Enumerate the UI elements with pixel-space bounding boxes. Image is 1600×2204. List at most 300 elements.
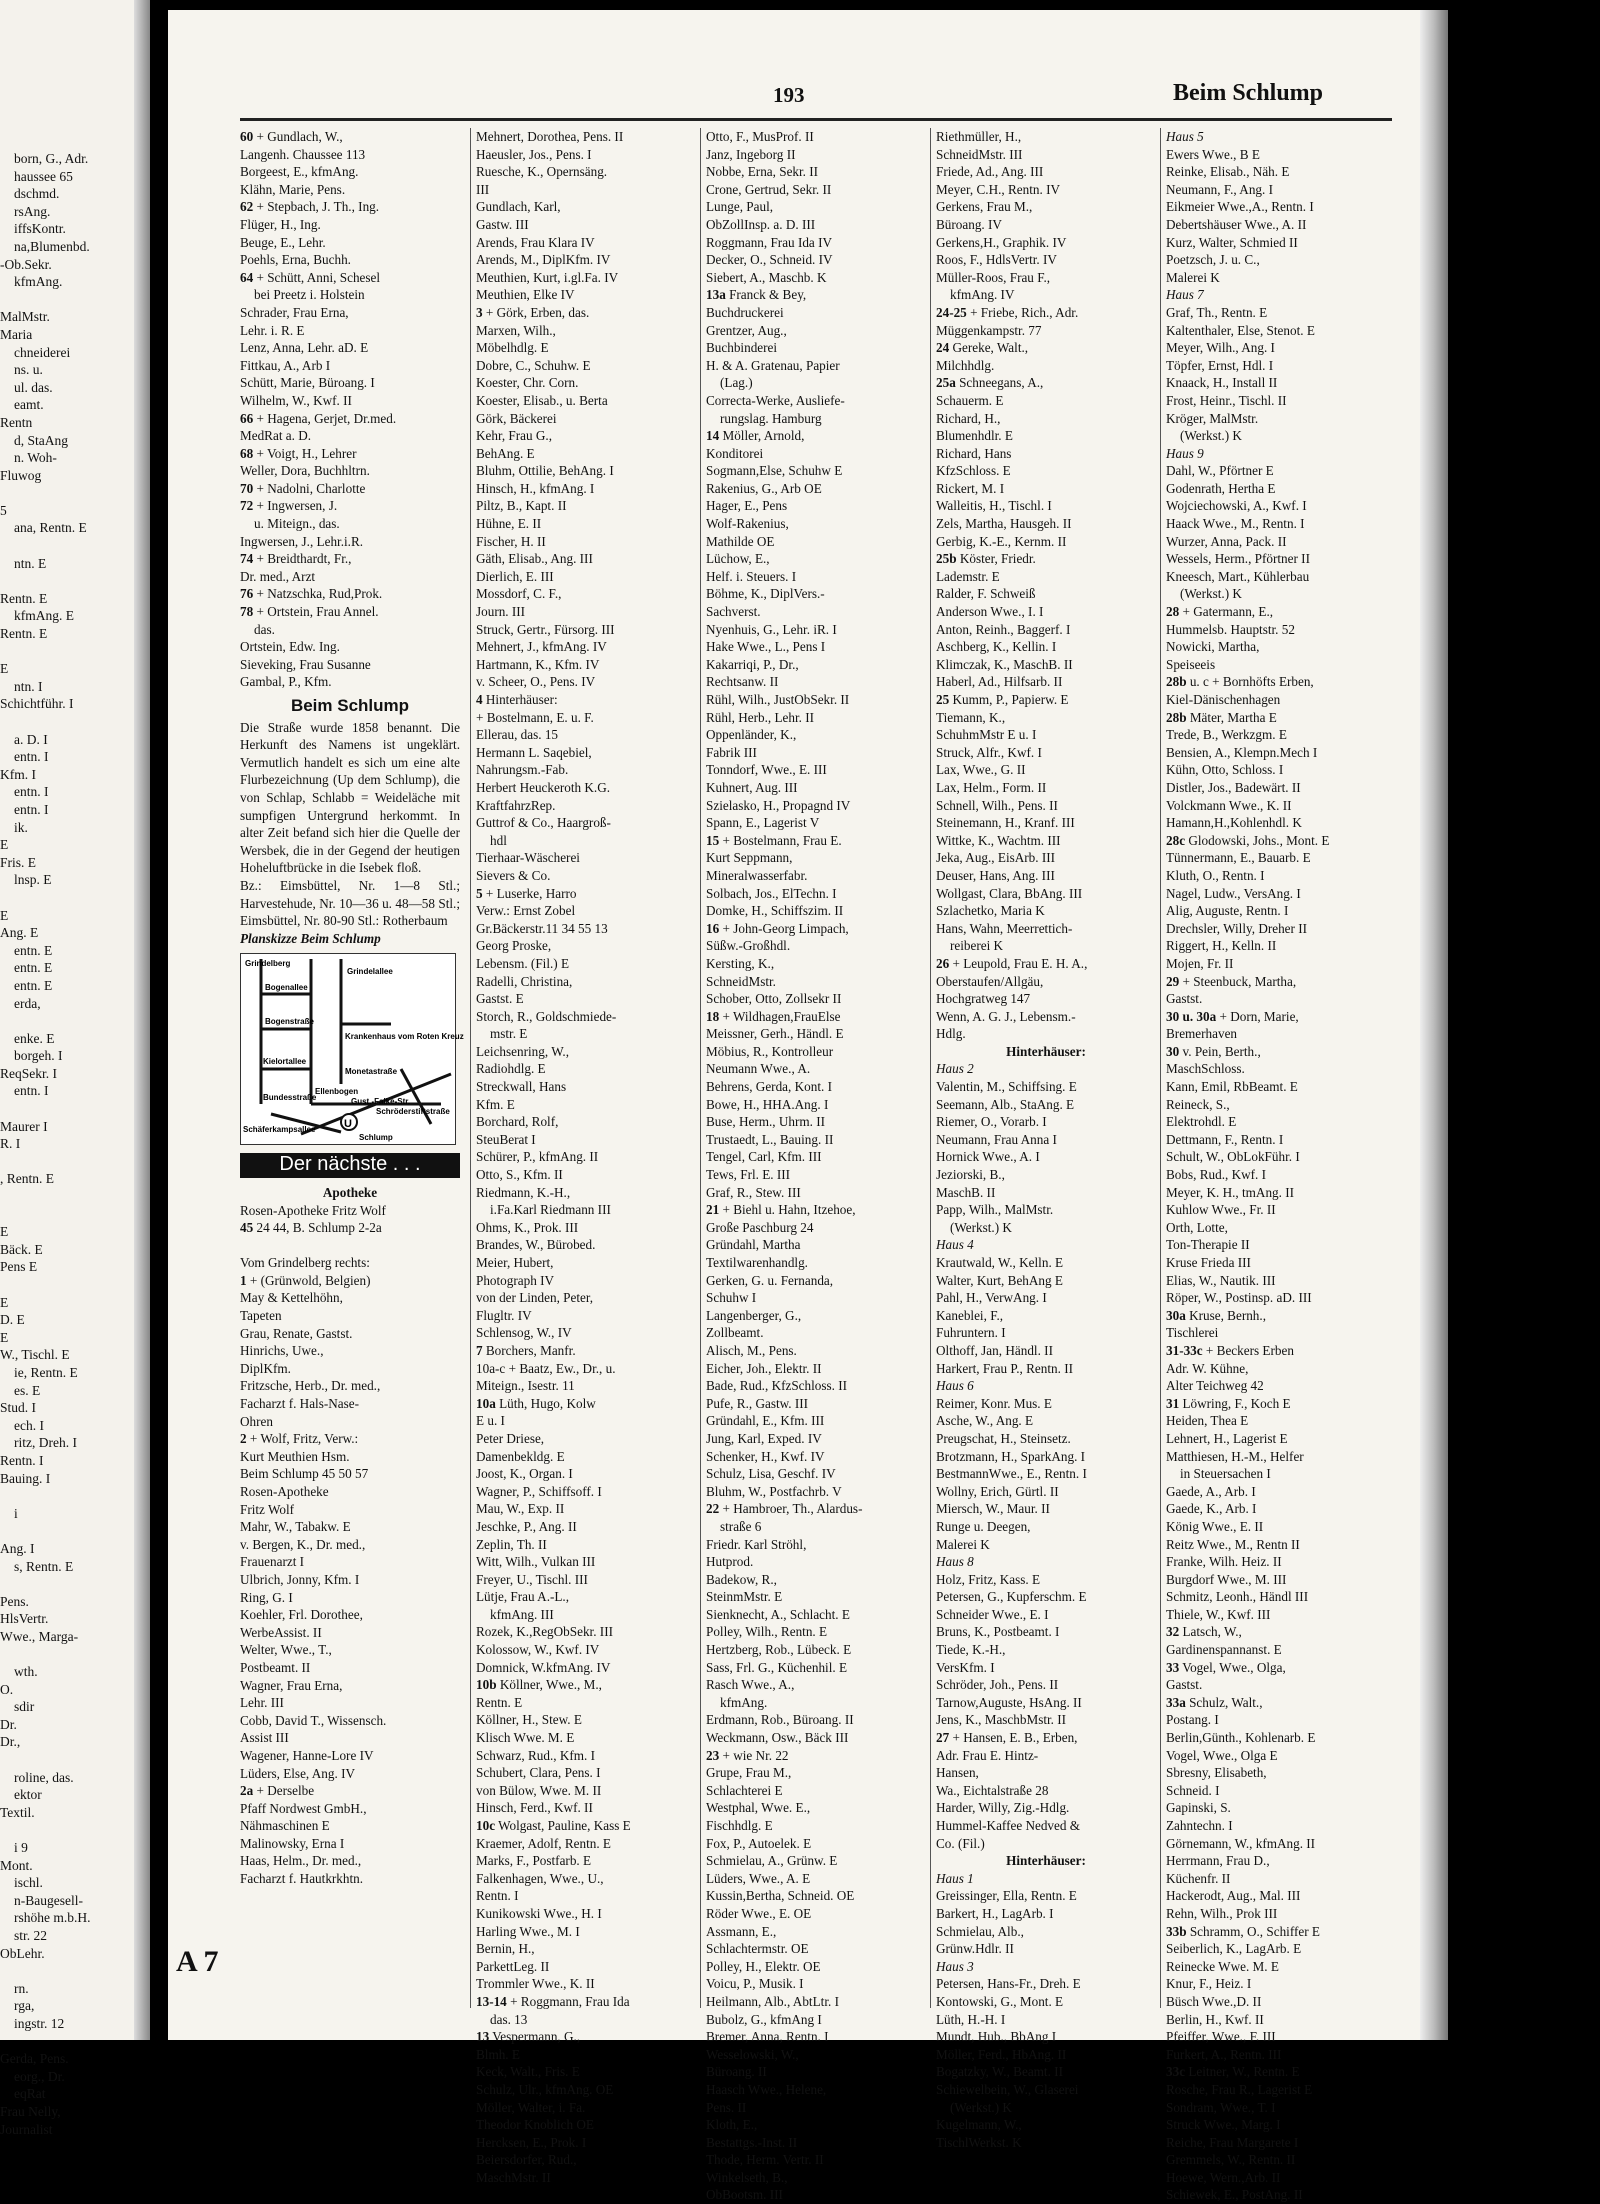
prev-page-line <box>0 1487 150 1505</box>
directory-entry: Verw.: Ernst Zobel <box>476 903 576 919</box>
directory-entry: E u. I <box>476 1413 505 1429</box>
directory-entry: Winkelseth, B., <box>706 2169 788 2185</box>
prev-page-line: entn. E <box>14 942 53 958</box>
directory-entry: 29 + Steenbuck, Martha, <box>1166 973 1297 989</box>
prev-page-line: entn. I <box>14 749 49 765</box>
directory-entry: Klisch Wwe. M. E <box>476 1730 575 1746</box>
directory-entry: Möbelhdlg. E <box>476 340 549 356</box>
directory-entry: Ellerau, das. 15 <box>476 727 559 743</box>
directory-entry: Kloth, E., <box>706 2117 758 2133</box>
directory-entry: Möbius, R., Kontrolleur <box>706 1043 834 1059</box>
directory-entry: Hinterhäuser: <box>1006 1853 1086 1869</box>
prev-page-line: Dr., <box>0 1734 21 1750</box>
directory-entry: Rechtsanw. II <box>706 674 779 690</box>
directory-entry: III <box>476 181 490 197</box>
directory-entry: Petersen, Hans-Fr., Dreh. E <box>936 1976 1081 1992</box>
directory-entry: (Werkst.) K <box>950 1219 1012 1235</box>
prev-page-line: eamt. <box>14 397 44 413</box>
directory-entry: Ohren <box>240 1413 273 1429</box>
directory-entry: Grau, Renate, Gastst. <box>240 1325 353 1341</box>
directory-entry: Erdmann, Rob., Büroang. II <box>706 1712 854 1728</box>
directory-entry: Haus 5 <box>1166 129 1204 144</box>
directory-entry: Wa., Eichtalstraße 28 <box>936 1782 1049 1798</box>
street-title: Beim Schlump <box>1173 80 1324 106</box>
directory-entry: Hake Wwe., L., Pens I <box>706 639 826 655</box>
directory-entry: Hansen, <box>936 1765 979 1781</box>
directory-entry: Helf. i. Steuers. I <box>706 568 797 584</box>
directory-entry: 66 + Hagena, Gerjet, Dr.med. <box>240 410 397 426</box>
directory-entry: Haack Wwe., M., Rentn. I <box>1166 516 1305 532</box>
column-3-entries <box>706 128 926 2204</box>
directory-entry: Pfeiffer, Wwe., F. III <box>1166 2029 1276 2045</box>
directory-entry: Lunge, Paul, <box>706 199 774 215</box>
directory-entry: Malerei K <box>1166 269 1220 285</box>
directory-entry: Polley, Wilh., Rentn. E <box>706 1624 828 1640</box>
directory-entry: Falkenhagen, Wwe., U., <box>476 1870 604 1886</box>
directory-entry: Alisch, M., Pens. <box>706 1342 797 1358</box>
directory-entry: Hager, E., Pens <box>706 498 788 514</box>
directory-entry: Runge u. Deegen, <box>936 1518 1031 1534</box>
directory-entry: Meissner, Gerh., Händl. E <box>706 1026 844 1042</box>
column-3 <box>706 128 926 2203</box>
directory-entry: 13a Franck & Bey, <box>706 287 807 303</box>
directory-entry: Guttrof & Co., Haargroß- <box>476 815 611 831</box>
directory-entry: 16 + John-Georg Limpach, <box>706 920 849 936</box>
prev-page-line: Fris. E <box>0 854 37 870</box>
directory-entry: in Steuersachen I <box>1180 1466 1271 1482</box>
directory-entry: Kluth, O., Rentn. I <box>1166 867 1265 883</box>
directory-entry: Schröder, Joh., Pens. II <box>936 1677 1059 1693</box>
directory-entry: Ring, G. I <box>240 1589 293 1605</box>
directory-entry: Haus 1 <box>936 1870 974 1886</box>
prev-page-line: entn. E <box>14 960 53 976</box>
directory-entry: Riggert, H., Kelln. II <box>1166 938 1277 954</box>
directory-entry: Domke, H., Schiffszim. II <box>706 903 844 919</box>
directory-entry: Gäth, Elisab., Ang. III <box>476 551 593 567</box>
directory-entry: Walleitis, H., Tischl. I <box>936 498 1052 514</box>
directory-entry: Tengel, Carl, Kfm. III <box>706 1149 822 1165</box>
prev-page-line: kfmAng. <box>14 274 63 290</box>
directory-entry: MaschB. II <box>936 1184 996 1200</box>
directory-entry: Schenker, H., Kwf. IV <box>706 1448 825 1464</box>
prev-page-line: Journalist <box>0 2121 53 2137</box>
directory-entry: Nyenhuis, G., Lehr. iR. I <box>706 621 837 637</box>
directory-entry: Assmann, E., <box>706 1923 777 1939</box>
directory-entry: Lüchow, E., <box>706 551 770 567</box>
directory-entry: BestmannWwe., E., Rentn. I <box>936 1466 1087 1482</box>
directory-entry: 28b u. c + Bornhöfts Erben, <box>1166 674 1314 690</box>
prev-page-line: MalMstr. <box>0 309 50 325</box>
directory-entry: 7 Borchers, Manfr. <box>476 1342 576 1358</box>
directory-entry: 78 + Ortstein, Frau Annel. <box>240 604 379 620</box>
directory-entry: Siebert, A., Maschb. K <box>706 269 827 285</box>
map-label-10: Schröderstiftstraße <box>376 1107 450 1117</box>
directory-entry: Haus 3 <box>936 1958 974 1974</box>
directory-entry: Reinke, Elisab., Näh. E <box>1166 164 1290 180</box>
directory-entry: Thiele, W., Kwf. III <box>1166 1606 1271 1622</box>
directory-entry: Wesselowski, W., <box>706 2046 799 2062</box>
directory-entry: 72 + Ingwersen, J. <box>240 498 338 514</box>
directory-entry: 70 + Nadolni, Charlotte <box>240 480 366 496</box>
directory-entry: Deuser, Hans, Ang. III <box>936 867 1055 883</box>
prev-page-line: Maurer I <box>0 1118 48 1134</box>
directory-entry: Badekow, R., <box>706 1571 777 1587</box>
prev-page-line: rga, <box>14 1998 35 2014</box>
directory-entry: Kneesch, Mart., Kühlerbau <box>1166 568 1310 584</box>
directory-entry: Ingwersen, J., Lehr.i.R. <box>240 533 364 549</box>
directory-entry: Schult, W., ObLokFühr. I <box>1166 1149 1300 1165</box>
directory-entry: Schuhw I <box>706 1290 757 1306</box>
directory-entry: Otto, F., MusProf. II <box>706 129 814 144</box>
directory-entry: SchneidMstr. III <box>936 146 1023 162</box>
directory-entry: Tarnow,Auguste, HsAng. II <box>936 1694 1082 1710</box>
directory-entry: ObZollInsp. a. D. III <box>706 216 816 232</box>
directory-entry: SteuBerat I <box>476 1131 536 1147</box>
map-label-0: Grindelberg <box>245 959 291 969</box>
directory-entry: das. <box>254 621 275 637</box>
directory-entry: Kolossow, W., Kwf. IV <box>476 1642 600 1658</box>
directory-entry: Blmh. E <box>476 2046 520 2062</box>
directory-entry: 14 Möller, Arnold, <box>706 428 805 444</box>
directory-entry: bei Preetz i. Holstein <box>254 287 365 303</box>
directory-entry: Sachverst. <box>706 604 761 620</box>
directory-entry: Hackerodt, Aug., Mal. III <box>1166 1888 1301 1904</box>
directory-entry: Borgeest, E., kfmAng. <box>240 164 359 180</box>
prev-page-line: roline, das. <box>14 1769 74 1785</box>
directory-entry: Kröger, MalMstr. <box>1166 410 1259 426</box>
directory-entry: Hühne, E. II <box>476 516 542 532</box>
prev-page-line: dschmd. <box>14 186 60 202</box>
directory-entry: Hochgratweg 147 <box>936 991 1031 1007</box>
directory-entry: Streckwall, Hans <box>476 1079 567 1095</box>
directory-entry: KfzSchloss. E <box>936 463 1011 479</box>
directory-entry: Dierlich, E. III <box>476 568 554 584</box>
directory-entry: Schrader, Frau Erna, <box>240 304 349 320</box>
directory-entry: Kiel-Dänischenhagen <box>1166 692 1281 707</box>
directory-entry: Friedr. Karl Ströhl, <box>706 1536 807 1552</box>
directory-entry: Struck, Alfr., Kwf. I <box>936 744 1042 760</box>
directory-entry: Rehn, Wilh., Prok III <box>1166 1905 1278 1921</box>
prev-page-line: ischl. <box>14 1875 43 1891</box>
directory-entry: Eikmeier Wwe.,A., Rentn. I <box>1166 199 1314 215</box>
directory-entry: 76 + Natzschka, Rud,Prok. <box>240 586 383 602</box>
book-spine <box>1420 10 1448 2040</box>
prev-page-line: ingstr. 12 <box>14 2015 65 2031</box>
directory-entry: Gerkens,H., Graphik. IV <box>936 234 1067 250</box>
prev-page-line: E <box>0 907 9 923</box>
prev-page-line: borgeh. I <box>14 1048 63 1064</box>
prev-page-line: Schichtführ. I <box>0 696 74 712</box>
prev-page-line: Rentn. E <box>0 590 48 606</box>
directory-entry: 13 Vespermann, G., <box>476 2029 581 2045</box>
directory-entry: Riedmann, K.-H., <box>476 1184 571 1200</box>
section-heading: Beim Schlump <box>290 696 410 715</box>
street-history: Die Straße wurde 1858 benannt. Die Herkunft des Namens ist ungeklärt. Vermutlich handelt es sich um eine alte Flurbezeichnung (Up dem Schlump), die von Schlap, Schlabb = Weideläche mit sumpfigen Untergrund herkommt. In alter Zeit befand sich hier die Quelle der Wersbek, die in der Gegend der heutigen Hoheluftbrücke in die Isebek floß. <box>240 719 460 876</box>
directory-entry: Greissinger, Ella, Rentn. E <box>936 1888 1077 1904</box>
directory-entry: Schmielau, Alb., <box>936 1923 1024 1939</box>
directory-entry: Kakarriqi, P., Dr., <box>706 656 799 672</box>
directory-entry <box>240 1237 460 1255</box>
directory-entry: 21 + Biehl u. Hahn, Itzehoe, <box>706 1202 856 1218</box>
directory-entry: Vom Grindelberg rechts: <box>240 1255 370 1271</box>
directory-entry: kfmAng. IV <box>950 287 1015 303</box>
directory-entry: 10a Lüth, Hugo, Kolw <box>476 1395 596 1411</box>
directory-entry: mstr. E <box>490 1026 528 1042</box>
directory-entry: Wollgast, Clara, BbAng. III <box>936 885 1083 901</box>
directory-entry: Kaltenthaler, Else, Stenot. E <box>1166 322 1315 338</box>
directory-entry: Gastst. <box>1166 1677 1203 1693</box>
directory-entry: Walter, Kurt, BehAng E <box>936 1272 1063 1288</box>
directory-entry: Schlachtermstr. OE <box>706 1941 809 1957</box>
directory-entry: Krautwald, W., Kelln. E <box>936 1255 1064 1270</box>
directory-entry: Haasch Wwe., Helene, <box>706 2081 827 2097</box>
directory-entry: (Lag.) <box>720 375 753 391</box>
prev-page-line <box>0 889 150 907</box>
prev-page-line: D. E <box>0 1312 25 1328</box>
prev-page-line: iffsKontr. <box>14 221 66 237</box>
directory-entry: (Werkst.) K <box>1180 428 1242 444</box>
directory-entry: Tischlerei <box>1166 1325 1219 1341</box>
column-divider <box>930 128 931 2008</box>
directory-entry: Keck, Walt., Fris. E <box>476 2064 580 2080</box>
directory-entry: Lebensm. (Fil.) E <box>476 955 570 971</box>
directory-entry: Konditorei <box>706 445 764 461</box>
directory-entry: Struck, Gertr., Fürsorg. III <box>476 621 615 637</box>
directory-entry: Hdlg. <box>936 1026 966 1042</box>
directory-entry: 68 + Voigt, H., Lehrer <box>240 445 357 461</box>
directory-entry: Alig, Auguste, Rentn. I <box>1166 903 1289 919</box>
map-label-3: Bogenstraße <box>265 1017 314 1027</box>
prev-page-line: Fluwog <box>0 467 42 483</box>
directory-entry: Schiewek, E., PostAng. II <box>1166 2187 1303 2203</box>
directory-entry: May & Kettelhöhn, <box>240 1290 343 1306</box>
prev-page-line: E <box>0 1329 9 1345</box>
prev-page-line: Rentn. E <box>0 626 48 642</box>
prev-page-line: ObLehr. <box>0 1945 45 1961</box>
directory-entry: Grentzer, Aug., <box>706 322 787 338</box>
directory-entry: Leichsenring, W., <box>476 1043 570 1059</box>
directory-entry: 28c Glodowski, Johs., Mont. E <box>1166 832 1330 848</box>
directory-entry: Seiberlich, K., LagArb. E <box>1166 1941 1302 1957</box>
prev-page-line: Stud. I <box>0 1400 37 1416</box>
directory-entry: Borchard, Rolf, <box>476 1114 559 1130</box>
directory-entry: Süßw.-Großhdl. <box>706 938 791 954</box>
directory-entry: Peter Driese, <box>476 1430 545 1446</box>
directory-entry: WerbeAssist. II <box>240 1624 322 1640</box>
directory-entry: Petersen, G., Kupferschm. E <box>936 1589 1087 1605</box>
directory-entry: Miersch, W., Maur. II <box>936 1501 1050 1517</box>
directory-entry: Rentn. I <box>476 1888 519 1904</box>
directory-entry: Beuge, E., Lehr. <box>240 234 326 250</box>
prev-page-line: n. Woh- <box>14 450 57 466</box>
directory-entry: Große Paschburg 24 <box>706 1219 814 1235</box>
directory-entry: Görk, Bäckerei <box>476 410 557 426</box>
prev-page-line <box>0 643 150 661</box>
directory-entry: Zels, Martha, Hausgeh. II <box>936 516 1072 532</box>
directory-entry: Holz, Fritz, Kass. E <box>936 1571 1041 1587</box>
prev-page-line <box>0 1100 150 1118</box>
directory-entry: Hinterhäuser: <box>1006 1043 1086 1059</box>
directory-entry: Görnemann, W., kfmAng. II <box>1166 1835 1316 1851</box>
directory-entry: Flugltr. IV <box>476 1307 532 1323</box>
directory-entry: Rosche, Frau R., Lagerist E <box>1166 2081 1313 2097</box>
directory-entry: Wagner, Frau Erna, <box>240 1677 343 1693</box>
directory-entry: Wagener, Hanne-Lore IV <box>240 1747 374 1763</box>
directory-entry: Ralder, F. Schweiß <box>936 586 1036 602</box>
directory-entry: Bluhm, Ottilie, BehAng. I <box>476 463 614 479</box>
directory-entry: Friede, Ad., Ang. III <box>936 164 1044 180</box>
directory-entry: Kunikowski Wwe., H. I <box>476 1905 602 1921</box>
directory-entry: Meuthien, Kurt, i.gl.Fa. IV <box>476 269 619 285</box>
directory-entry: (Werkst.) K <box>950 2099 1012 2115</box>
directory-entry: Piltz, B., Kapt. II <box>476 498 567 514</box>
directory-entry: Reineck, S., <box>1166 1096 1230 1112</box>
prev-page-line: entn. I <box>14 784 49 800</box>
directory-entry: Tünnermann, E., Bauarb. E <box>1166 850 1311 866</box>
prev-page-line: wth. <box>14 1664 38 1680</box>
prev-page-line: HlsVertr. <box>0 1611 49 1627</box>
column-divider <box>470 128 471 2008</box>
directory-entry: Gambal, P., Kfm. <box>240 674 332 690</box>
directory-entry: Fuhruntern. I <box>936 1325 1006 1341</box>
directory-entry: das. 13 <box>490 2011 528 2027</box>
directory-entry: Herbert Heuckeroth K.G. <box>476 779 611 795</box>
directory-entry: Rakenius, G., Arb OE <box>706 480 822 496</box>
directory-entry: Anderson Wwe., I. I <box>936 604 1044 620</box>
directory-entry: Kussin,Bertha, Schneid. OE <box>706 1888 855 1904</box>
directory-entry: von der Linden, Peter, <box>476 1290 594 1306</box>
directory-entry: Oberstaufen/Allgäu, <box>936 973 1044 989</box>
directory-entry: Joost, K., Organ. I <box>476 1466 573 1482</box>
directory-entry: Ewers Wwe., B E <box>1166 146 1260 162</box>
directory-entry: Lüders, Else, Ang. IV <box>240 1765 356 1781</box>
directory-entry: Miteign., Isestr. 11 <box>476 1378 575 1394</box>
svg-text:U: U <box>344 1118 352 1131</box>
directory-entry: MaschSchloss. <box>1166 1061 1245 1077</box>
prev-page-line <box>0 1821 150 1839</box>
directory-entry: Rentn. E <box>476 1694 523 1710</box>
directory-entry: Gründahl, Martha <box>706 1237 801 1253</box>
column-4-entries <box>936 128 1156 2151</box>
directory-entry: Kugelmann, W., <box>936 2117 1022 2133</box>
map-title: Planskizze Beim Schlump <box>240 930 381 946</box>
directory-entry: Koester, Chr. Corn. <box>476 375 579 391</box>
directory-entry: Köllner, H., Stew. E <box>476 1712 582 1728</box>
directory-entry: Marxen, Wilh., <box>476 322 556 338</box>
directory-entry: Hercksen, E., Prok. I <box>476 2134 587 2150</box>
directory-entry: kfmAng. <box>720 1694 768 1710</box>
directory-entry: Bremer, Anna, Rentn. I <box>706 2029 829 2045</box>
directory-entry: Bruns, K., Postbeamt. I <box>936 1624 1060 1640</box>
directory-entry: Meyer, C.H., Rentn. IV <box>936 181 1060 197</box>
directory-entry: v. Bergen, K., Dr. med., <box>240 1536 366 1552</box>
directory-entry: Reimer, Konr. Mus. E <box>936 1395 1052 1411</box>
prev-page-line: Ang. E <box>0 925 39 941</box>
prev-page-line: a. D. I <box>14 731 48 747</box>
directory-entry: Tapeten <box>240 1308 282 1324</box>
directory-entry: Tierhaar-Wäscherei <box>476 850 580 866</box>
directory-entry: 24 Gereke, Walt., <box>936 340 1029 356</box>
directory-entry: Nähmaschinen E <box>240 1818 330 1834</box>
directory-entry: 24-25 + Friebe, Rich., Adr. <box>936 304 1079 320</box>
directory-entry: Anton, Reinh., Baggerf. I <box>936 621 1071 637</box>
directory-entry: Hamann,H.,Kohlenhdl. K <box>1166 815 1302 831</box>
directory-entry: Bluhm, W., Postfachrb. V <box>706 1483 842 1499</box>
prev-page-line: -Ob.Sekr. <box>0 256 52 272</box>
directory-entry: Tiede, K.-H., <box>936 1642 1006 1658</box>
directory-entry: Burgdorf Wwe., M. III <box>1166 1571 1287 1587</box>
directory-entry: Arends, M., DiplKfm. IV <box>476 252 611 268</box>
directory-entry: 62 + Stepbach, J. Th., Ing. <box>240 199 380 215</box>
prev-page-line: ech. I <box>14 1417 44 1433</box>
directory-entry: Herrmann, Frau D., <box>1166 1853 1270 1869</box>
column-divider <box>700 128 701 2008</box>
directory-entry: Knaack, H., Install II <box>1166 375 1278 391</box>
directory-entry: Ruesche, K., Opernsäng. <box>476 164 608 180</box>
page-edge <box>134 0 150 2040</box>
directory-entry: Kühn, Otto, Schloss. I <box>1166 762 1284 778</box>
directory-entry: Poehls, Erna, Buchh. <box>240 252 351 268</box>
directory-entry: 10a-c + Baatz, Ew., Dr., u. <box>476 1360 616 1376</box>
directory-entry: Beiersdorfer, Rud., <box>476 2152 577 2168</box>
directory-entry: Meier, Hubert, <box>476 1255 554 1270</box>
map-label-12: Schlump <box>359 1133 393 1143</box>
directory-entry: Schober, Otto, Zollsekr II <box>706 991 842 1007</box>
directory-entry: Fischhdlg. E <box>706 1818 773 1833</box>
directory-entry: Kann, Emil, RbBeamt. E <box>1166 1079 1298 1095</box>
directory-entry: Crone, Gertrud, Sekr. II <box>706 181 832 197</box>
directory-entry: Adr. Frau E. Hintz- <box>936 1747 1039 1763</box>
prev-page-line: enke. E <box>14 1030 55 1046</box>
directory-entry: 64 + Schütt, Anni, Schesel <box>240 269 381 285</box>
prev-page-line: rsAng. <box>14 203 51 219</box>
directory-entry: Malinowsky, Erna I <box>240 1835 345 1851</box>
directory-entry: Büsch Wwe.,D. II <box>1166 1993 1262 2009</box>
prev-page-line: Bäck. E <box>0 1241 43 1257</box>
directory-entry: Gerken, G. u. Fernanda, <box>706 1272 834 1288</box>
directory-entry: Gastw. III <box>476 216 529 232</box>
directory-entry: Pufe, R., Gastw. III <box>706 1395 809 1411</box>
prev-page-line <box>0 537 150 555</box>
directory-entry: 32 Latsch, W., <box>1166 1624 1242 1640</box>
column-4 <box>936 128 1156 2150</box>
prev-page-line: eqRat <box>14 2086 46 2102</box>
prev-page-line: E <box>0 661 9 677</box>
directory-entry: Gastst. <box>1166 991 1203 1007</box>
map-label-9: Gust.-Falke-Str. <box>351 1097 411 1107</box>
directory-entry: Alter Teichweg 42 <box>1166 1378 1264 1394</box>
directory-entry: Pens. II <box>706 2099 747 2115</box>
directory-entry: Schlachterei E <box>706 1782 783 1798</box>
prev-page-line: R. I <box>0 1136 21 1152</box>
directory-entry: Nagel, Ludw., VersAng. I <box>1166 885 1301 901</box>
directory-entry: Co. (Fil.) <box>936 1835 985 1851</box>
directory-entry: Knur, F., Heiz. I <box>1166 1976 1252 1992</box>
directory-entry: Klähn, Marie, Pens. <box>240 181 346 197</box>
directory-entry: Debertshäuser Wwe., A. II <box>1166 216 1307 232</box>
directory-entry: Haus 8 <box>936 1554 974 1570</box>
directory-entry: Marks, F., Postfarb. E <box>476 1853 592 1869</box>
prev-page-line: W., Tischl. E <box>0 1347 70 1363</box>
directory-entry: Nahrungsm.-Fab. <box>476 762 569 778</box>
directory-entry: Pahl, H., VerwAng. I <box>936 1290 1047 1306</box>
directory-entry: Tiemann, K., <box>936 709 1006 725</box>
prev-page-line: 5 <box>0 502 7 518</box>
directory-entry: Reinecke Wwe. M. E <box>1166 1958 1279 1974</box>
directory-entry <box>240 1888 460 1906</box>
directory-entry: Mundt, Hub., BbAng I <box>936 2029 1057 2045</box>
directory-entry: Schmielau, A., Grünw. E <box>706 1853 838 1869</box>
